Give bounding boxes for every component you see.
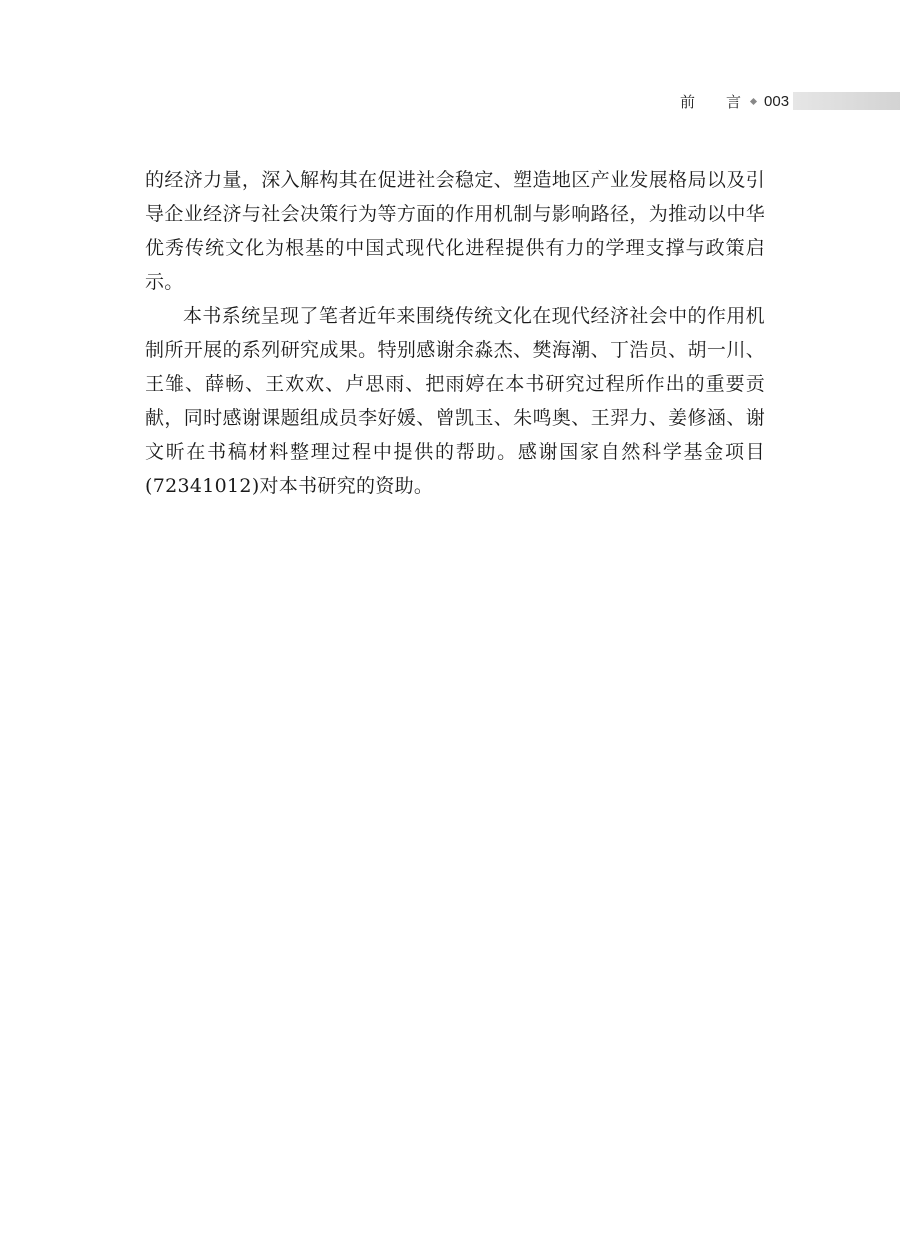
header-decorative-bar <box>793 92 900 110</box>
paragraph-acknowledgements: 本书系统呈现了笔者近年来围绕传统文化在现代经济社会中的作用机制所开展的系列研究成果。特别感谢余淼杰、樊海潮、丁浩员、胡一川、王雏、薛畅、王欢欢、卢思雨、把雨婷在本书研究过程所作出的重要贡献，同时感谢课题组成员李好媛、曾凯玉、朱鸣奥、王羿力、姜修涵、谢文昕在书稿材料整理过程中提供的帮助。感谢国家自然科学基金项目(72341012)对本书研究的资助。 <box>145 305 765 497</box>
page-number: 003 <box>764 92 790 110</box>
paragraph-continuation: 的经济力量，深入解构其在促进社会稳定、塑造地区产业发展格局以及引导企业经济与社会决策行为等方面的作用机制与影响路径，为推动以中华优秀传统文化为根基的中国式现代化进程提供有力的学理支撑与政策启示。 <box>145 169 765 293</box>
running-header <box>680 90 900 112</box>
diamond-icon <box>750 97 757 104</box>
chapter-title: 前 言 <box>680 92 750 111</box>
body-text <box>145 163 765 503</box>
